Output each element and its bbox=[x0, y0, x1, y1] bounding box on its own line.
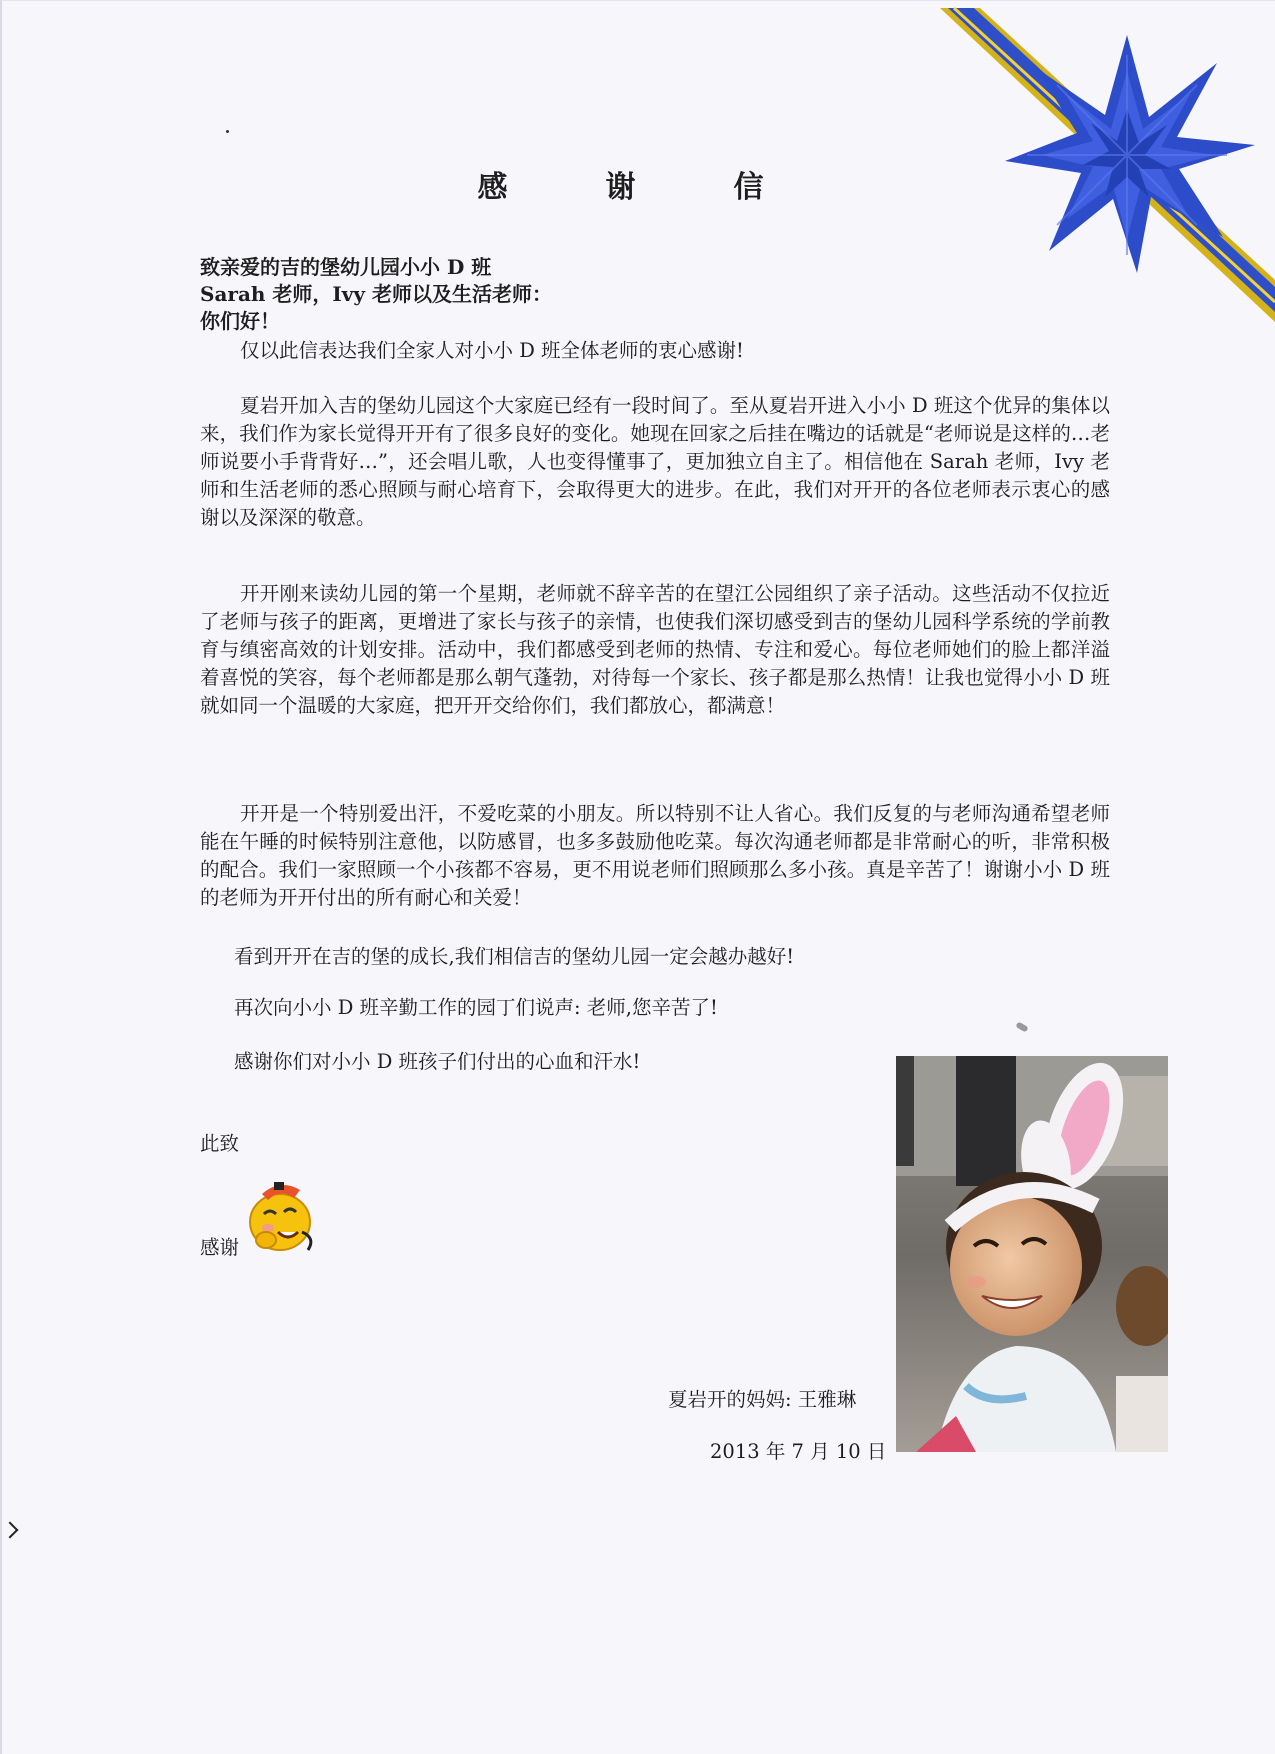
paragraph-activity: 开开刚来读幼儿园的第一个星期，老师就不辞辛苦的在望江公园组织了亲子活动。这些活动不仅拉近了老师与孩子的距离，更增进了家长与孩子的亲情，也使我们深切感受到吉的堡幼儿园科学系统的学前教育与缜密高效的计划安排。活动中，我们都感受到老师的热情、专注和爱心。每位老师她们的脸上都洋溢着喜悦的笑容，每个老师都是那么朝气蓬勃，对待每一个家长、孩子都是那么热情！让我也觉得小小 D 班就如同一个温暖的大家庭，把开开交给你们，我们都放心，都满意！ bbox=[200, 582, 1110, 717]
paragraph-care: 开开是一个特别爱出汗，不爱吃菜的小朋友。所以特别不让人省心。我们反复的与老师沟通希望老师能在午睡的时候特别注意他，以防感冒，也多多鼓励他吃菜。每次沟通老师都是非常耐心的听，非常积极的配合。我们一家照顾一个小孩都不容易，更不用说老师们照顾那么多小孩。真是辛苦了！谢谢小小 D 班的老师为开开付出的所有耐心和关爱！ bbox=[200, 802, 1110, 909]
salutation-line-recipient: 致亲爱的吉的堡幼儿园小小 D 班 bbox=[200, 255, 492, 279]
closing-cizhi: 此致 bbox=[200, 1132, 240, 1155]
line-growth: 看到开开在吉的堡的成长,我们相信吉的堡幼儿园一定会越办越好! bbox=[234, 945, 795, 968]
intro-line: 仅以此信表达我们全家人对小小 D 班全体老师的衷心感谢! bbox=[240, 339, 744, 362]
salutation-line-teachers: Sarah 老师，Ivy 老师以及生活老师： bbox=[200, 282, 552, 306]
child-with-bunny-ears-photo bbox=[896, 1056, 1168, 1452]
letter-title: 感 谢 信 bbox=[477, 170, 798, 205]
salutation bbox=[200, 254, 552, 335]
scan-speck bbox=[226, 130, 229, 133]
signature: 夏岩开的妈妈: 王雅琳 bbox=[668, 1388, 857, 1411]
smiley-emoticon-icon bbox=[244, 1176, 320, 1254]
paragraph-progress: 夏岩开加入吉的堡幼儿园这个大家庭已经有一段时间了。至从夏岩开进入小小 D 班这个优异的集体以来，我们作为家长觉得开开有了很多良好的变化。她现在回家之后挂在嘴边的话就是“老师说是这样的…老师说要小手背背好…”，还会唱儿歌，人也变得懂事了，更加独立自主了。相信他在 Sarah 老师，Ivy 老师和生活老师的悉心照顾与耐心培育下，会取得更大的进步。在此，我们对开开的各位老师表示衷心的感谢以及深深的敬意。 bbox=[200, 394, 1110, 529]
salutation-line-greeting: 你们好！ bbox=[200, 309, 280, 333]
line-thanks-effort: 感谢你们对小小 D 班孩子们付出的心血和汗水! bbox=[234, 1050, 641, 1073]
line-thanks-gardeners: 再次向小小 D 班辛勤工作的园丁们说声: 老师,您辛苦了! bbox=[234, 996, 718, 1019]
letter-date: 2013 年 7 月 10 日 bbox=[710, 1440, 887, 1463]
closing-thanks: 感谢 bbox=[200, 1236, 240, 1259]
